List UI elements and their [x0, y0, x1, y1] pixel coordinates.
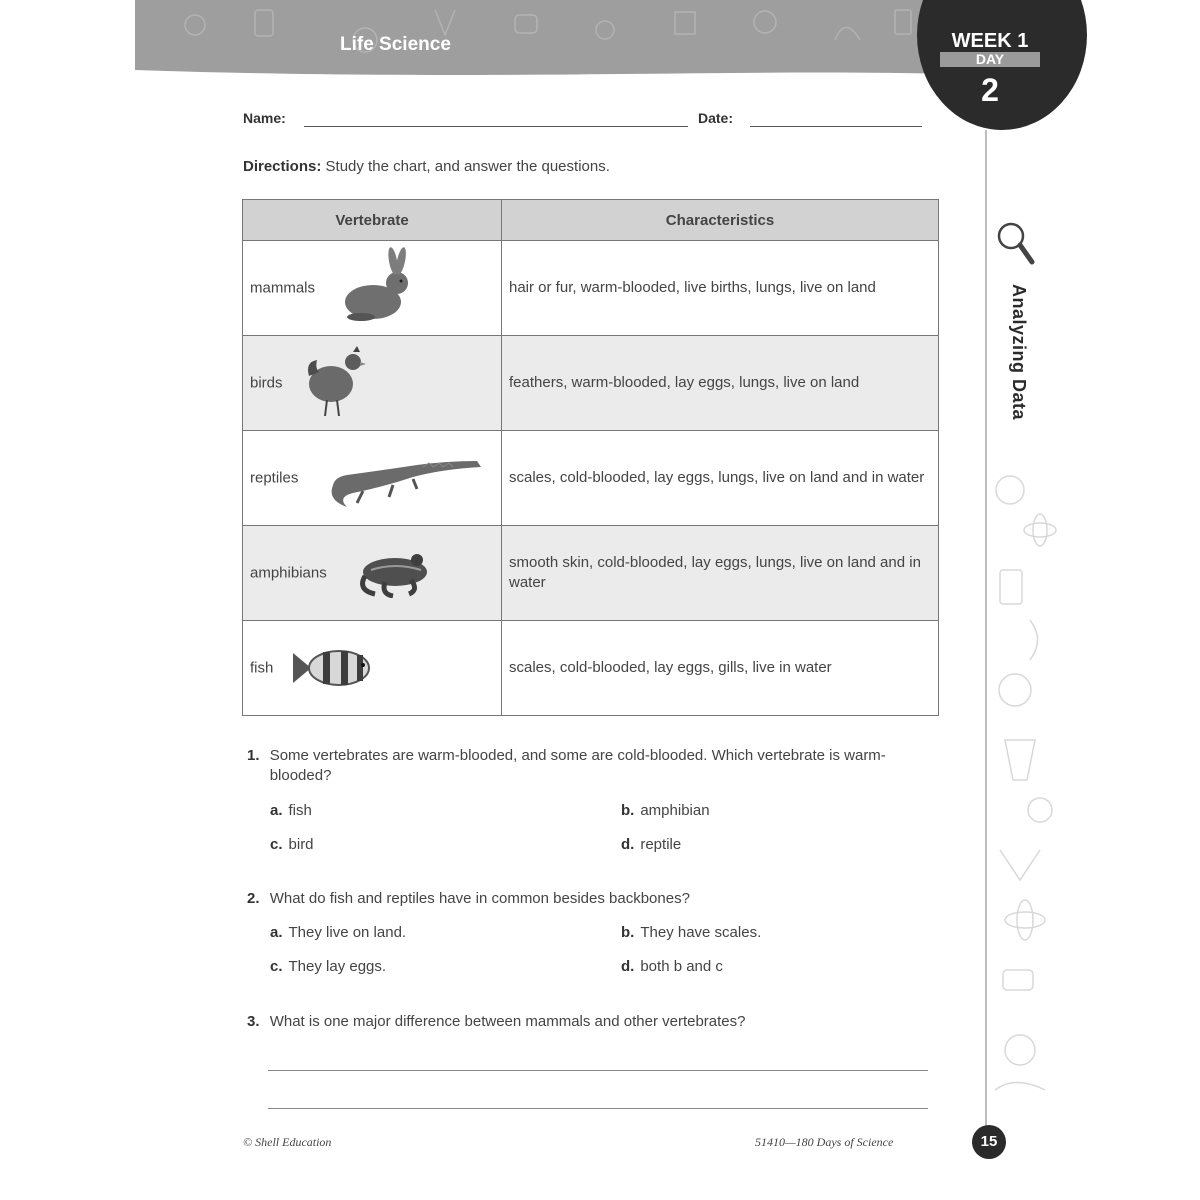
answer-option[interactable]	[270, 924, 406, 941]
crocodile-icon	[323, 445, 483, 515]
characteristics-cell: scales, cold-blooded, lay eggs, gills, live in water	[502, 621, 939, 716]
science-doodles	[985, 450, 1065, 1110]
vertebrate-name: amphibians	[250, 564, 327, 582]
col-header-characteristics: Characteristics	[502, 200, 939, 241]
table-row	[243, 241, 939, 336]
option-letter: c.	[270, 958, 283, 975]
answer-option[interactable]	[621, 924, 761, 941]
option-text: reptile	[640, 836, 682, 853]
vertebrate-table	[242, 199, 939, 716]
answer-line[interactable]	[268, 1070, 928, 1071]
question-text: What do fish and reptiles have in common besides backbones?	[269, 890, 690, 907]
answer-option[interactable]	[621, 836, 681, 853]
option-text: both b and c	[640, 958, 723, 975]
table-row	[243, 336, 939, 431]
question-text: Some vertebrates are warm-blooded, and some are cold-blooded. Which vertebrate is warm-blooded?	[269, 747, 886, 784]
option-letter: c.	[270, 836, 283, 853]
side-title: Analyzing Data	[1009, 284, 1029, 421]
question-number: 1.	[247, 747, 260, 764]
answer-line[interactable]	[268, 1108, 928, 1109]
option-text: They lay eggs.	[288, 958, 387, 975]
day-number: 2	[981, 72, 999, 108]
characteristics-cell: feathers, warm-blooded, lay eggs, lungs, live on land	[502, 336, 939, 431]
table-row	[243, 621, 939, 716]
day-label: DAY	[940, 52, 1040, 67]
frog-icon	[355, 548, 439, 598]
footer-copyright: © Shell Education	[243, 1135, 332, 1149]
option-letter: a.	[270, 802, 283, 819]
vertebrate-name: mammals	[250, 279, 316, 297]
characteristics-cell: scales, cold-blooded, lay eggs, lungs, live on land and in water	[502, 431, 939, 526]
footer-book-title: 51410—180 Days of Science	[755, 1135, 894, 1149]
question-number: 2.	[247, 890, 260, 907]
section-label: Life Science	[340, 34, 451, 55]
table-header-row	[243, 200, 939, 241]
fish-icon	[291, 643, 383, 693]
name-label: Name:	[243, 110, 286, 126]
directions-label: Directions:	[243, 158, 322, 175]
vertebrate-name: reptiles	[250, 469, 299, 487]
table-row	[243, 431, 939, 526]
option-text: bird	[288, 836, 314, 853]
option-letter: d.	[621, 836, 635, 853]
question-2	[247, 889, 927, 909]
vertebrate-cell	[243, 431, 502, 526]
option-text: fish	[288, 802, 312, 819]
characteristics-cell: smooth skin, cold-blooded, lay eggs, lungs, live on land and in water	[502, 526, 939, 621]
week-label: WEEK 1	[951, 30, 1029, 52]
vertebrate-cell	[243, 526, 502, 621]
option-letter: b.	[621, 924, 635, 941]
table-row	[243, 526, 939, 621]
question-number: 3.	[247, 1013, 260, 1030]
answer-option[interactable]	[621, 958, 723, 975]
option-letter: a.	[270, 924, 283, 941]
vertebrate-cell	[243, 241, 502, 336]
vertebrate-name: fish	[250, 659, 274, 677]
hen-icon	[303, 342, 367, 422]
vertebrate-cell	[243, 336, 502, 431]
rabbit-icon	[341, 247, 415, 327]
characteristics-cell: hair or fur, warm-blooded, live births, lungs, live on land	[502, 241, 939, 336]
vertebrate-name: birds	[250, 374, 283, 392]
page-number: 15	[972, 1125, 1006, 1159]
option-text: amphibian	[640, 802, 710, 819]
name-field-line[interactable]	[304, 126, 688, 127]
question-text: What is one major difference between mammals and other vertebrates?	[269, 1013, 746, 1030]
option-text: They have scales.	[640, 924, 762, 941]
question-3	[247, 1012, 927, 1032]
option-letter: d.	[621, 958, 635, 975]
question-1	[247, 746, 927, 786]
magnifier-icon	[994, 220, 1038, 270]
answer-option[interactable]	[621, 802, 710, 819]
col-header-vertebrate: Vertebrate	[243, 200, 502, 241]
option-letter: b.	[621, 802, 635, 819]
directions	[243, 158, 610, 175]
answer-option[interactable]	[270, 802, 312, 819]
answer-option[interactable]	[270, 836, 314, 853]
directions-text: Study the chart, and answer the questions.	[325, 158, 610, 175]
option-text: They live on land.	[288, 924, 407, 941]
date-label: Date:	[698, 110, 734, 126]
date-field-line[interactable]	[750, 126, 922, 127]
vertebrate-cell	[243, 621, 502, 716]
answer-option[interactable]	[270, 958, 386, 975]
